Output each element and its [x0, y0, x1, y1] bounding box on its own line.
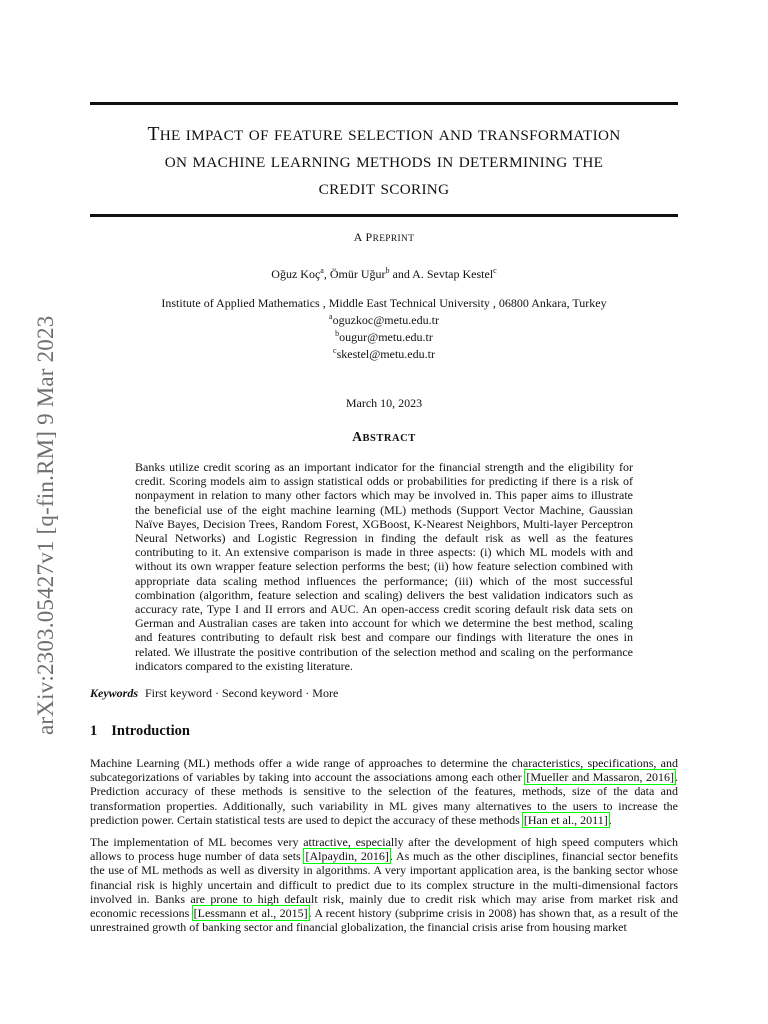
author-separator: and	[389, 267, 413, 281]
section-number: 1	[90, 723, 98, 739]
abstract-heading: ABSTRACT	[352, 429, 416, 444]
title-line-2: ON MACHINE LEARNING METHODS IN DETERMINING THE	[164, 154, 604, 171]
text-run: .	[608, 812, 612, 827]
author-2-affil: b	[385, 266, 390, 275]
email-b-sup: b	[335, 329, 340, 338]
email-c-address[interactable]: skestel@metu.edu.tr	[336, 347, 435, 361]
author-separator: ,	[323, 267, 330, 281]
citation-link[interactable]: [Lessmann et al., 2015]	[193, 906, 308, 921]
keywords-label: Keywords	[90, 686, 138, 700]
section-heading	[90, 723, 190, 740]
email-a-address[interactable]: oguzkoc@metu.edu.tr	[332, 313, 439, 327]
email-a[interactable]	[90, 310, 678, 327]
title-rule-top	[90, 102, 678, 105]
section-title: Introduction	[111, 723, 190, 739]
text-run: . As much as the other disciplines, financial sector benefits the use of ML methods as well as diversity in algorithms. A very important application area, is the banking sector whose financial risk is highly uncertain and difficult to predict due to its complex structure in the multi-dimensional factors involved in. Banks are prone to high default risk, mainly due to credit risk which may arise from market risk and economic recessions	[90, 849, 678, 921]
intro-paragraph-2	[90, 835, 678, 934]
citation-link[interactable]: [Han et al., 2011]	[523, 812, 608, 827]
abstract-text: Banks utilize credit scoring as an important indicator for the financial strength and the eligibility for credit. Scoring models aim to assign statistical odds or probabilities for predicting if there is a risk of nonpayment in relation to many other factors which may be involved in. This paper aims to illustrate the beneficial use of the eight machine learning (ML) methods (Support Vector Machine, Gaussian Naïve Bayes, Decision Trees, Random Forest, XGBoost, K-Nearest Neighbors, Multi-layer Perceptron Neural Networks) and Logistic Regression in finding the default risk as well as the features contributing to it. An extensive comparison is made in three aspects: (i) which ML models with and without its own wrapper feature selection performs the best; (ii) how feature selection combined with appropriate data scaling method influences the performance; (iii) which of the most successful combination (algorithm, feature selection and scaling) delivers the best validation indicators such as accuracy rate, Type I and II errors and AUC. An open-access credit scoring default risk data sets on German and Australian cases are taken into account for which we determine the best method, scaling and features contributing to default risk best and compare our findings with literature the ones in related. We illustrate the positive contribution of the selection method and scaling on the performance indicators compared to the existing literature.	[135, 460, 633, 673]
title-line-1: THE IMPACT OF FEATURE SELECTION AND TRANSFORMATION	[147, 124, 621, 145]
email-c-sup: c	[333, 346, 337, 355]
arxiv-identifier: arXiv:2303.05427v1 [q-fin.RM] 9 Mar 2023	[33, 315, 58, 735]
preprint-label: A PREPRINT	[353, 230, 415, 244]
paper-date: March 10, 2023	[345, 396, 423, 410]
email-b-address[interactable]: ougur@metu.edu.tr	[339, 330, 433, 344]
text-run: . Prediction accuracy of these methods is sensitive to the selection of the features, methods, size of the data and transformation properties. Additionally, such variability in ML gives many alternatives to the users to increase the prediction power. Certain statistical tests are used to depict the accuracy of these methods	[90, 770, 679, 827]
text-run: The implementation of ML becomes very attractive, especially after the development of high speed computers which allows to process huge number of data sets	[90, 835, 678, 864]
author-1-affil: a	[320, 266, 324, 275]
affiliation-block	[90, 296, 678, 361]
author-list	[90, 266, 678, 282]
intro-paragraph-1	[90, 756, 678, 827]
author-3-affil: c	[493, 266, 497, 275]
email-a-sup: a	[329, 312, 333, 321]
title-rule-bottom	[90, 214, 678, 217]
email-b[interactable]	[90, 327, 678, 344]
email-c[interactable]	[90, 344, 678, 361]
institute: Institute of Applied Mathematics , Middle East Technical University , 06800 Ankara, Turkey	[161, 296, 607, 310]
author-3: A. Sevtap Kestel	[412, 267, 494, 281]
author-2: Ömür Uğur	[329, 267, 386, 281]
text-run: Machine Learning (ML) methods offer a wide range of approaches to determine the characteristics, specifications, and subcategorizations of variables by taking into account the associations among each other	[90, 756, 678, 785]
keywords-line	[90, 686, 338, 701]
citation-link[interactable]: [Mueller and Massaron, 2016]	[526, 770, 675, 785]
keywords-list: First keyword · Second keyword · More	[145, 686, 339, 700]
paper-title	[90, 122, 678, 203]
citation-link[interactable]: [Alpaydin, 2016]	[305, 849, 389, 864]
author-1: Oğuz Koç	[271, 267, 321, 281]
text-run: . A recent history (subprime crisis in 2008) has shown that, as a result of the unrestrained growth of banking sector and financial globalization, the financial crisis arise from housing market	[90, 906, 679, 935]
title-line-3: CREDIT SCORING	[318, 181, 450, 198]
